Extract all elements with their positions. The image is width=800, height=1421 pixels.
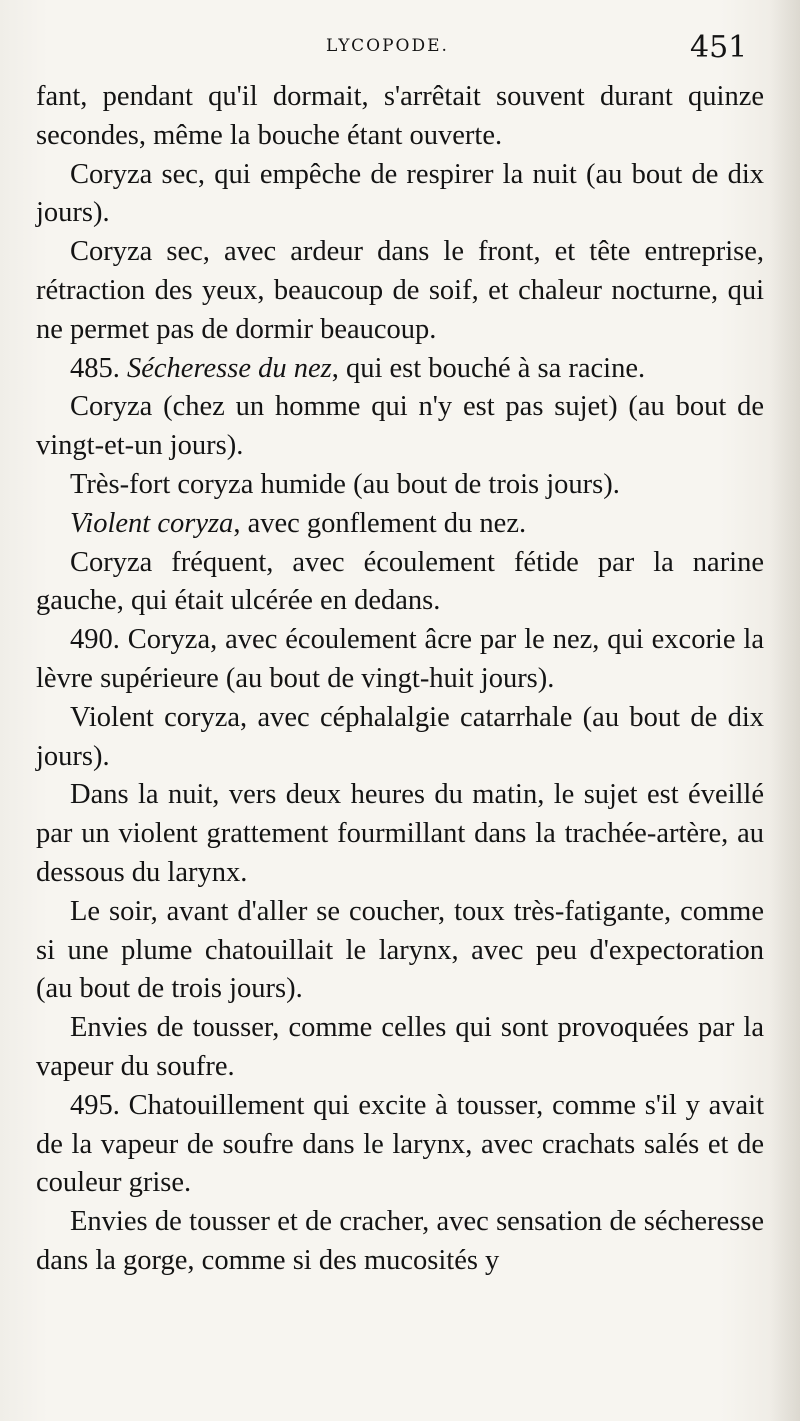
- paragraph: Coryza sec, avec ardeur dans le front, et tête entreprise, rétraction des yeux, beaucoup de soif, et chaleur nocturne, qui ne permet pas de dormir beaucoup.: [36, 236, 764, 345]
- paragraph: Coryza fréquent, avec écoulement fétide par la narine gauche, qui était ulcérée en dedans.: [36, 546, 764, 617]
- page-header: [0, 30, 800, 74]
- paragraph: Très-fort coryza humide (au bout de trois jours).: [70, 468, 620, 500]
- italic-symptom: Violent coryza: [70, 507, 234, 539]
- running-head: LYCOPODE.: [326, 36, 449, 56]
- paragraph-text: , qui est bouché à sa racine.: [331, 352, 646, 384]
- paragraph: Envies de tousser et de cracher, avec sensation de sécheresse dans la gorge, comme si des mucosités y: [36, 1206, 764, 1276]
- italic-symptom: Sécheresse du nez: [127, 352, 332, 384]
- paragraph-continuation: fant, pendant qu'il dormait, s'arrêtait souvent durant quinze secondes, même la bouche étant ouverte.: [36, 81, 764, 151]
- paragraph-485: [36, 350, 764, 389]
- symptom-number: 485.: [70, 352, 120, 384]
- paragraph: Envies de tousser, comme celles qui sont provoquées par la vapeur du soufre.: [36, 1012, 764, 1082]
- paragraph: Le soir, avant d'aller se coucher, toux très-fatigante, comme si une plume chatouillait le larynx, avec peu d'expectoration (au bout de trois jours).: [36, 895, 764, 1005]
- paragraph: [36, 505, 764, 544]
- paragraph: Violent coryza, avec céphalalgie catarrhale (au bout de dix jours).: [36, 701, 764, 772]
- body-text: [36, 78, 764, 1281]
- page-gutter-shadow: [770, 0, 800, 1421]
- paragraph: Coryza (chez un homme qui n'y est pas sujet) (au bout de vingt-et-un jours).: [36, 391, 764, 462]
- paragraph: Dans la nuit, vers deux heures du matin, le sujet est éveillé par un violent grattement fourmillant dans la trachée-artère, au dessous du larynx.: [36, 779, 764, 888]
- paragraph-490: 490. Coryza, avec écoulement âcre par le nez, qui excorie la lèvre supérieure (au bout de vingt-huit jours).: [36, 624, 764, 694]
- paragraph: Coryza sec, qui empêche de respirer la nuit (au bout de dix jours).: [36, 158, 764, 229]
- paragraph-text: , avec gonflement du nez.: [233, 507, 527, 539]
- page-number: 451: [690, 30, 748, 65]
- paragraph-495: 495. Chatouillement qui excite à tousser, comme s'il y avait de la vapeur de soufre dans le larynx, avec crachats salés et de couleur grise.: [36, 1089, 764, 1199]
